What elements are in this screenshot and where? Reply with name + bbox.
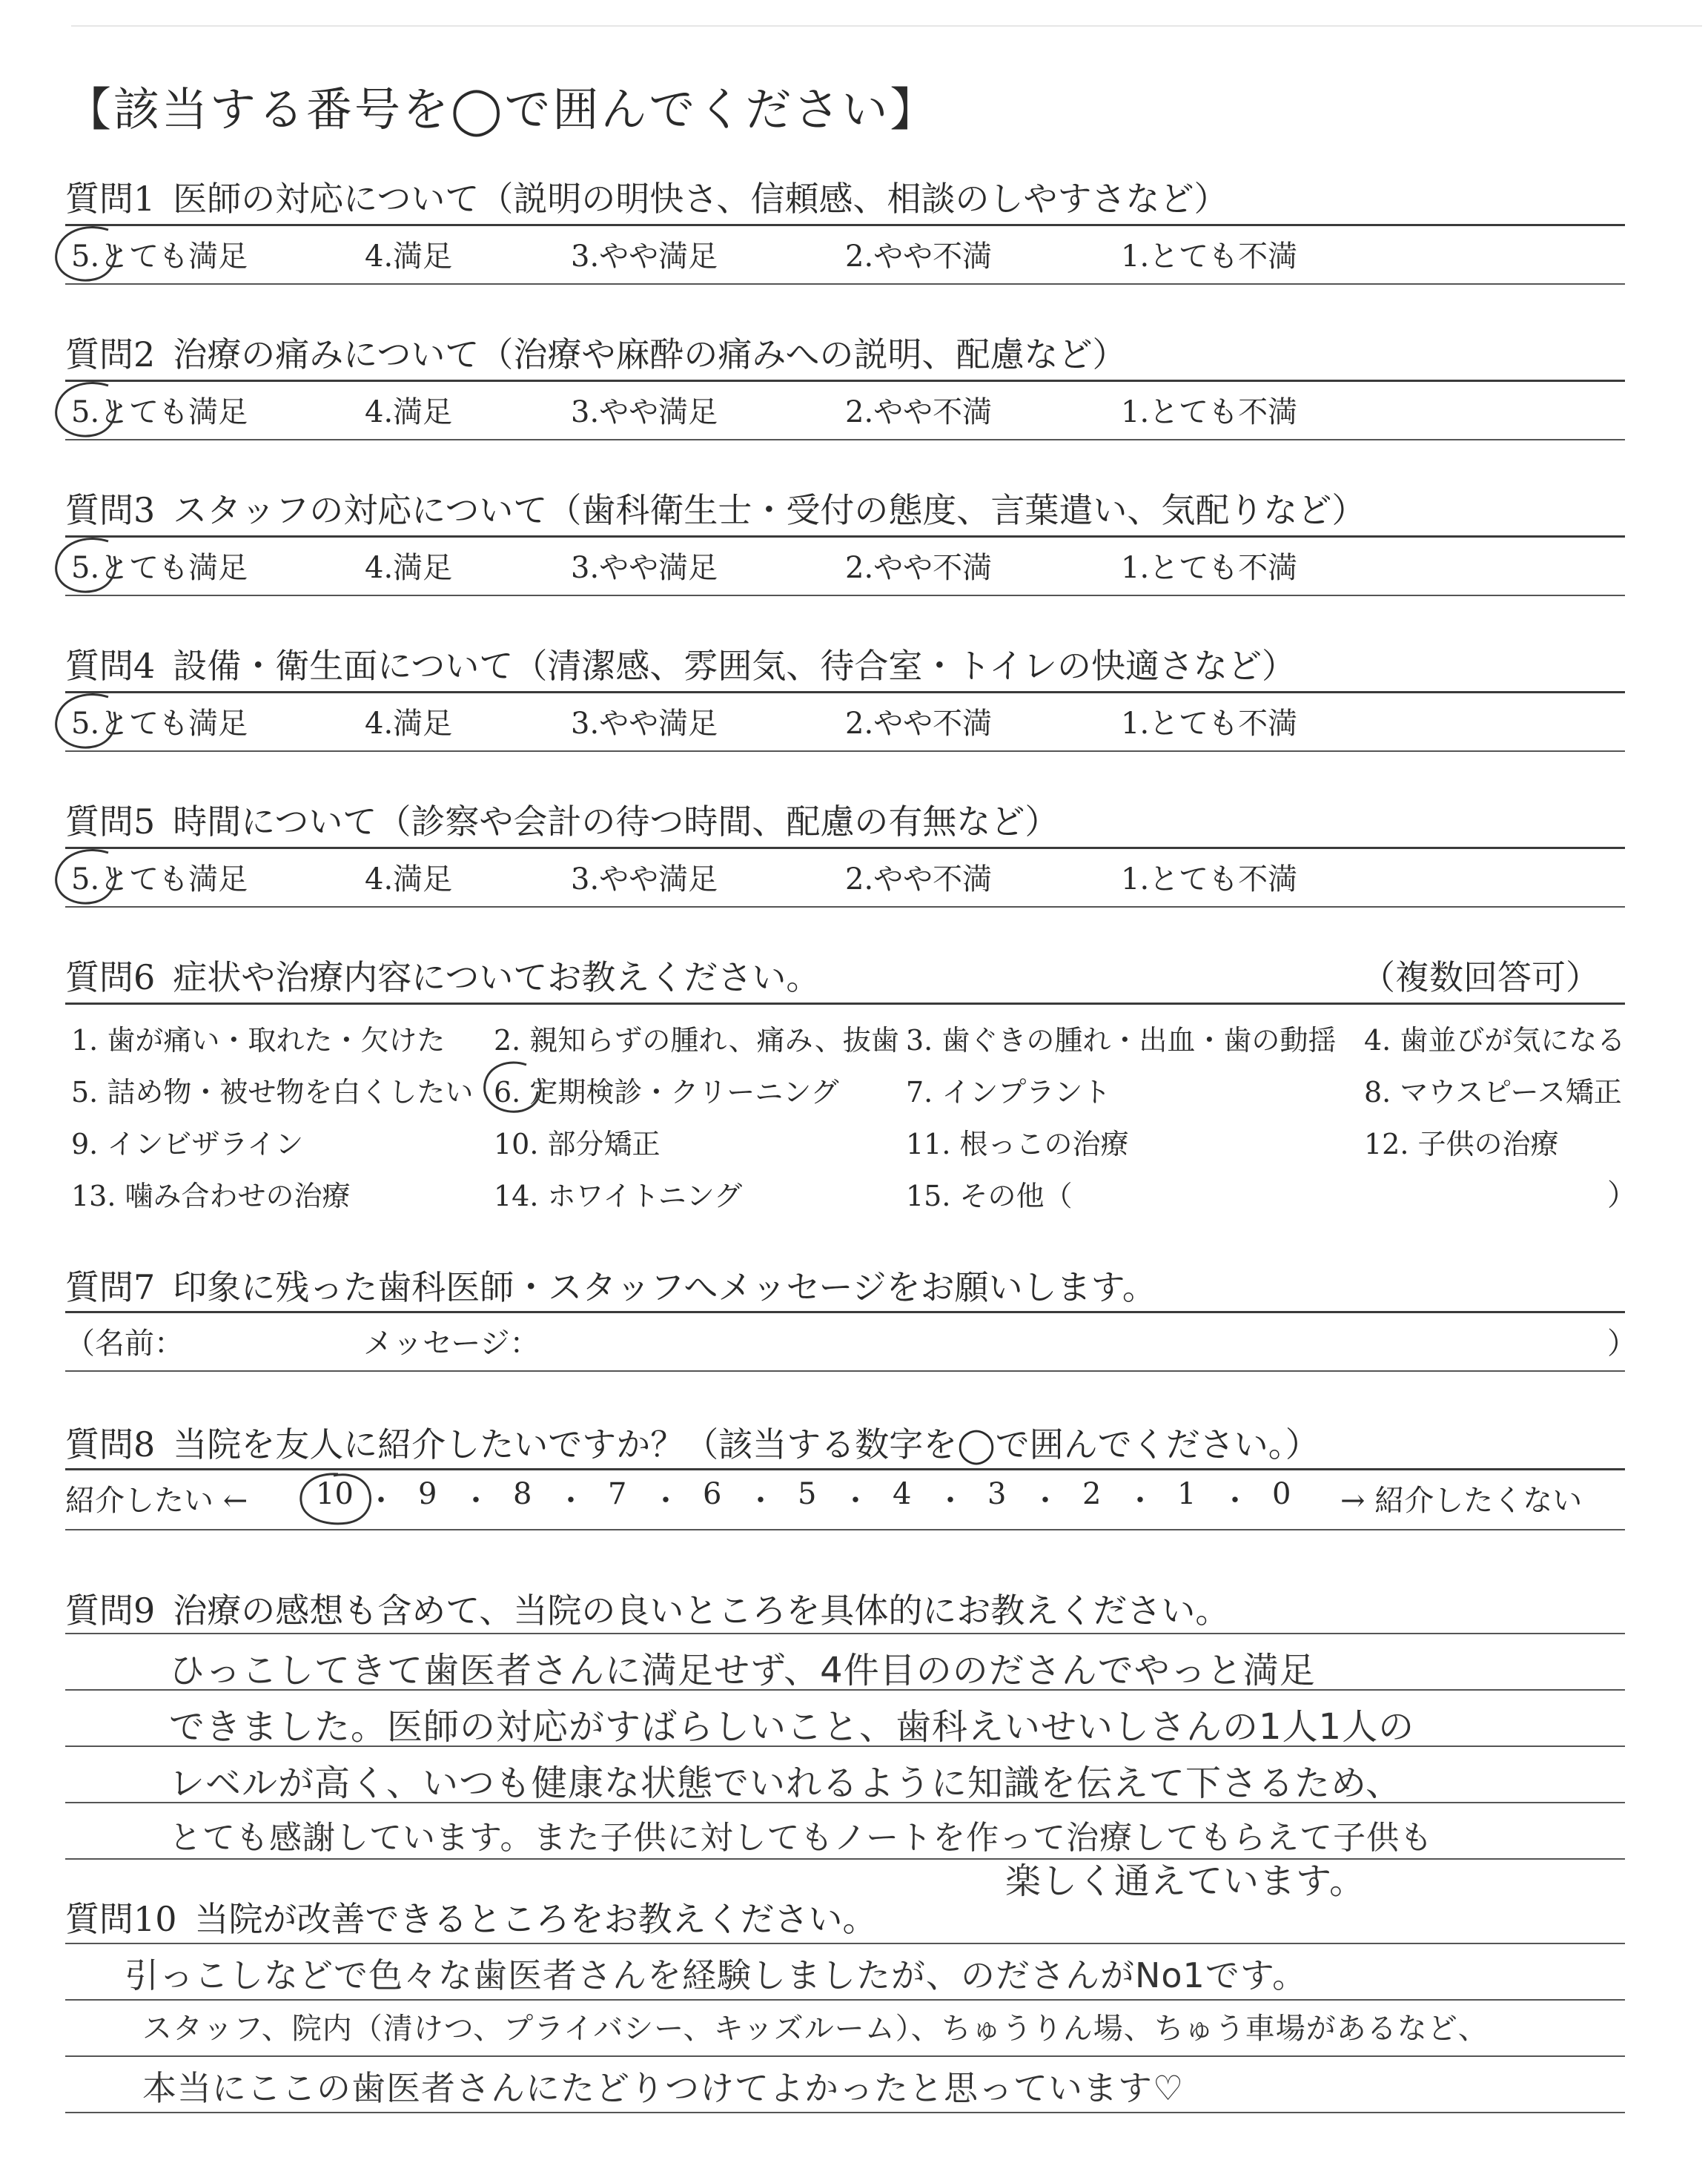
q6-item-4: 4. 歯並びが気になる: [1364, 1024, 1626, 1057]
q6-item-9: 9. インビザライン: [71, 1128, 304, 1160]
q8-scale-3: 3: [987, 1477, 1007, 1511]
q2-selection-circle: [50, 377, 125, 443]
q8-text: 当院を友人に紹介したいですか？（該当する数字を◯で囲んでください。）: [173, 1424, 1320, 1464]
scan-edge: [71, 25, 1702, 27]
q6-selection-circle: [480, 1059, 547, 1118]
q2-number: 質問2: [65, 334, 156, 374]
q2-option-5: 5.とても満足: [71, 395, 248, 429]
q6-note: （複数回答可）: [1361, 957, 1600, 997]
q7-rule: [65, 1311, 1625, 1313]
q4-selection-circle: [50, 688, 125, 755]
q1-selection-circle: [50, 221, 125, 288]
q5-selection-circle: [50, 844, 125, 911]
q10-line-rule: [65, 1999, 1625, 2001]
q8-heading: [65, 1418, 1320, 1467]
q8-scale-8: 8: [513, 1477, 532, 1511]
q7-name-label: （名前：: [65, 1327, 184, 1361]
q3-option-1: 1.とても不満: [1121, 551, 1298, 585]
q3-option-2: 2.やや不満: [845, 551, 993, 585]
q6-item-11: 11. 根っこの治療: [906, 1128, 1129, 1160]
q6-item-15: 15. その他（: [906, 1180, 1073, 1212]
q1-option-2: 2.やや不満: [845, 240, 993, 274]
q3-option-4: 4.満足: [365, 551, 453, 585]
q10-answer-line: 本当にここの歯医者さんにたどりつけてよかったと思っています♡: [142, 2068, 1185, 2108]
q8-separator: ・: [1030, 1484, 1060, 1518]
q6-number: 質問6: [65, 957, 156, 997]
q1-option-5: 5.とても満足: [71, 240, 248, 274]
q7-text: 印象に残った歯科医師・スタッフへメッセージをお願いします。: [173, 1267, 1156, 1307]
q8-selection-circle: [295, 1470, 377, 1530]
q3-option-5: 5.とても満足: [71, 551, 248, 585]
q10-line-rule: [65, 1943, 1625, 1944]
q10-answer-line: 引っこしなどで色々な歯医者さんを経験しましたが、のださんがNo1です。: [125, 1955, 1308, 1995]
q1-rule: [65, 224, 1625, 226]
q5-option-4: 4.満足: [365, 862, 453, 896]
q9-line-rule: [65, 1858, 1625, 1860]
q9-heading: [65, 1584, 1229, 1633]
q8-scale-5: 5: [798, 1477, 817, 1511]
q5-heading: [65, 795, 1059, 844]
q8-separator: ・: [746, 1484, 775, 1518]
q6-item-12: 12. 子供の治療: [1364, 1128, 1559, 1160]
q4-text: 設備・衛生面について（清潔感、雰囲気、待合室・トイレの快適さなど）: [173, 646, 1297, 686]
q5-option-3: 3.やや満足: [571, 862, 718, 896]
q8-separator: ・: [556, 1484, 586, 1518]
q1-option-4: 4.満足: [365, 240, 453, 274]
q3-rule: [65, 535, 1625, 538]
q10-line-rule: [65, 2055, 1625, 2057]
q6-rule: [65, 1003, 1625, 1005]
q8-answer-rule: [65, 1529, 1625, 1530]
q8-separator: ・: [651, 1484, 681, 1518]
q4-answer-rule: [65, 750, 1625, 752]
q10-heading: [65, 1892, 877, 1941]
q5-answer-rule: [65, 906, 1625, 908]
q3-selection-circle: [50, 532, 125, 599]
q8-separator: ・: [461, 1484, 491, 1518]
q6-item-10: 10. 部分矯正: [494, 1128, 661, 1160]
q5-option-1: 1.とても不満: [1121, 862, 1298, 896]
q10-answer-line: スタッフ、院内（清けつ、プライバシー、キッズルーム）、ちゅうりん場、ちゅう車場があるなど、: [142, 2012, 1489, 2046]
q2-option-4: 4.満足: [365, 395, 453, 429]
q6-item-2: 2. 親知らずの腫れ、痛み、抜歯: [494, 1024, 899, 1057]
q2-heading: [65, 328, 1126, 377]
q6-item-1: 1. 歯が痛い・取れた・欠けた: [71, 1024, 446, 1057]
q7-answer-rule: [65, 1370, 1625, 1372]
q4-option-3: 3.やや満足: [571, 707, 718, 741]
q3-option-3: 3.やや満足: [571, 551, 718, 585]
q1-heading: [65, 172, 1228, 221]
q7-number: 質問7: [65, 1267, 156, 1307]
q4-rule: [65, 691, 1625, 693]
q7-message-label: メッセージ：: [363, 1327, 540, 1361]
q5-option-2: 2.やや不満: [845, 862, 993, 896]
q10-line-rule: [65, 2112, 1625, 2113]
q5-rule: [65, 847, 1625, 849]
q2-option-2: 2.やや不満: [845, 395, 993, 429]
q8-left-label: 紹介したい ←: [65, 1484, 248, 1518]
q1-number: 質問1: [65, 179, 156, 219]
q9-answer-line: ひっこしてきて歯医者さんに満足せず、4件目ののださんでやっと満足: [169, 1650, 1316, 1691]
q9-answer-line: 楽しく通えています。: [1005, 1860, 1366, 1902]
q6-item-5: 5. 詰め物・被せ物を白くしたい: [71, 1076, 474, 1109]
q2-option-1: 1.とても不満: [1121, 395, 1298, 429]
q9-text: 治療の感想も含めて、当院の良いところを具体的にお教えください。: [173, 1591, 1230, 1631]
q9-answer-line: とても感謝しています。また子供に対してもノートを作って治療してもらえて子供も: [169, 1819, 1434, 1857]
q4-number: 質問4: [65, 646, 156, 686]
q5-option-5: 5.とても満足: [71, 862, 248, 896]
q8-separator: ・: [1125, 1484, 1155, 1518]
q3-heading: [65, 483, 1366, 532]
q4-heading: [65, 639, 1296, 688]
q2-option-3: 3.やや満足: [571, 395, 718, 429]
q6-item-13: 13. 噛み合わせの治療: [71, 1180, 351, 1212]
q5-text: 時間について（診察や会計の待つ時間、配慮の有無など）: [173, 802, 1059, 842]
q2-rule: [65, 380, 1625, 382]
q5-number: 質問5: [65, 802, 156, 842]
q4-option-1: 1.とても不満: [1121, 707, 1298, 741]
q3-answer-rule: [65, 595, 1625, 596]
q7-heading: [65, 1261, 1156, 1309]
q8-separator: ・: [366, 1484, 396, 1518]
q8-separator: ・: [1220, 1484, 1250, 1518]
q8-scale-7: 7: [608, 1477, 627, 1511]
q9-answer-line: レベルが高く、いつも健康な状態でいれるように知識を伝えて下さるため、: [169, 1763, 1403, 1804]
q8-number: 質問8: [65, 1424, 156, 1464]
q1-option-1: 1.とても不満: [1121, 240, 1298, 274]
q7-close-paren: ）: [1607, 1327, 1637, 1361]
q2-answer-rule: [65, 439, 1625, 440]
q6-item-3: 3. 歯ぐきの腫れ・出血・歯の動揺: [906, 1024, 1337, 1057]
q10-text: 当院が改善できるところをお教えください。: [194, 1899, 877, 1939]
q8-scale-1: 1: [1177, 1477, 1196, 1511]
q4-option-5: 5.とても満足: [71, 707, 248, 741]
q8-scale-6: 6: [703, 1477, 722, 1511]
q1-option-3: 3.やや満足: [571, 240, 718, 274]
q6-other-close-paren: ）: [1607, 1178, 1637, 1212]
q6-item-8: 8. マウスピース矯正: [1364, 1076, 1622, 1109]
q6-heading: [65, 951, 820, 1000]
q9-line-rule: [65, 1633, 1625, 1634]
q8-scale-0: 0: [1272, 1477, 1291, 1511]
q8-scale-4: 4: [893, 1477, 912, 1511]
page-title: 【該当する番号を◯で囲んでください】: [65, 82, 939, 136]
q8-scale-10: 10: [316, 1477, 354, 1511]
q8-right-label: → 紹介したくない: [1340, 1484, 1583, 1518]
q6-item-14: 14. ホワイトニング: [494, 1180, 743, 1212]
q3-number: 質問3: [65, 490, 156, 530]
q1-text: 医師の対応について（説明の明快さ、信頼感、相談のしやすさなど）: [173, 179, 1228, 219]
q4-option-2: 2.やや不満: [845, 707, 993, 741]
q8-separator: ・: [936, 1484, 965, 1518]
q9-number: 質問9: [65, 1591, 156, 1631]
q3-text: スタッフの対応について（歯科衛生士・受付の態度、言葉遣い、気配りなど）: [173, 490, 1366, 530]
q2-text: 治療の痛みについて（治療や麻酔の痛みへの説明、配慮など）: [173, 334, 1127, 374]
q9-answer-line: できました。医師の対応がすばらしいこと、歯科えいせいしさんの1人1人の: [169, 1706, 1415, 1748]
q1-answer-rule: [65, 283, 1625, 285]
q6-text: 症状や治療内容についてお教えください。: [173, 957, 821, 997]
q4-option-4: 4.満足: [365, 707, 453, 741]
q10-number: 質問10: [65, 1899, 177, 1939]
q8-scale-9: 9: [418, 1477, 437, 1511]
q8-scale-2: 2: [1082, 1477, 1102, 1511]
q6-item-6: 6. 定期検診・クリーニング: [494, 1076, 839, 1109]
q6-item-7: 7. インプラント: [906, 1076, 1111, 1109]
q8-separator: ・: [841, 1484, 870, 1518]
